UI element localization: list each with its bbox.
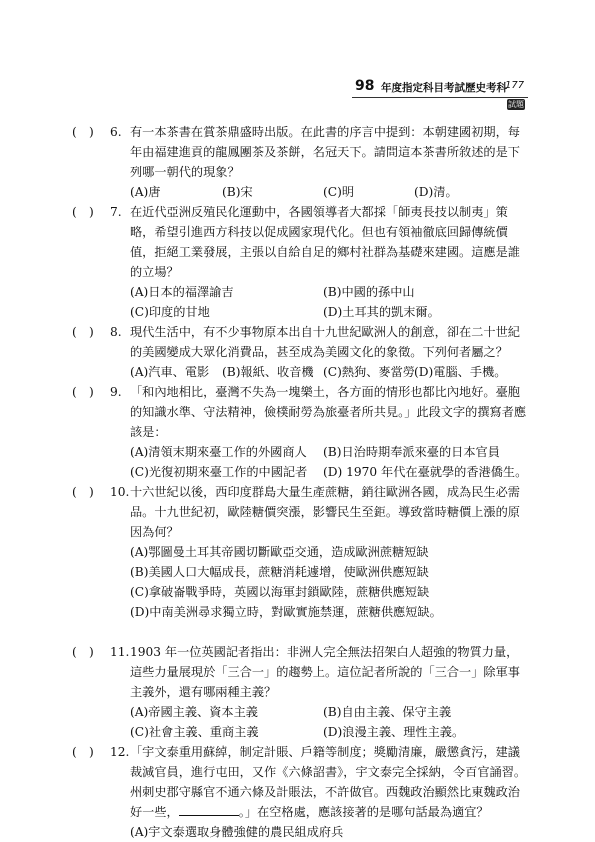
page-number: 177 [505,80,525,91]
option-d: (D)中南美洲尋求獨立時，對歐實施禁運，蔗糖供應短缺。 [130,605,442,619]
question-12 [72,742,528,842]
answer-paren: ( ) [72,485,94,499]
question-8 [72,322,528,382]
question-number: 12. [110,745,130,759]
answer-paren: ( ) [72,125,94,139]
question-11 [72,642,528,742]
question-9 [72,382,528,482]
option-b: (B)報紙、收音機 [222,365,314,379]
question-text-before: 「宇文泰重用蘇綽，制定計賬、戶籍等制度；獎勵清廉，嚴懲貪污，建議裁減官員，進行屯田，又作《六條詔書》，宇文泰完全採納，令百官誦習。州刺史郡守縣官不通六條及計賬法，不許做官。西魏政治顯然比東魏政治好一些， [130,745,527,819]
answer-paren: ( ) [72,325,94,339]
answer-paren: ( ) [72,205,94,219]
answer-paren: ( ) [72,385,94,399]
options [130,182,528,202]
option-d: (D)電腦、手機。 [414,365,507,379]
option-b: (B)自由主義、保守主義 [323,705,452,719]
question-number: 8. [110,325,122,339]
option-c: (C)明 [323,185,355,199]
option-a: (A)宇文泰選取身體強健的農民組成府兵 [130,825,344,839]
option-b: (B)美國人口大幅成長，蔗糖消耗遽增，使歐洲供應短缺 [130,565,429,579]
question-number: 9. [110,385,122,399]
option-c: (C)光復初期來臺工作的中國記者 [130,465,308,479]
question-text: 有一本茶書在賞茶鼎盛時出版。在此書的序言中提到：本朝建國初期，每年由福建進貢的龍鳳團茶及茶餅，名冠天下。請問這本茶書所敘述的是下列哪一朝代的現象？ [130,125,520,179]
option-b: (B)宋 [222,185,253,199]
question-text [130,742,528,822]
option-c: (C)熱狗、麥當勞 [323,365,415,379]
option-d: (D)清。 [414,185,458,199]
option-a: (A)帝國主義、資本主義 [130,705,258,719]
question-number: 7. [110,205,122,219]
fill-in-blank [179,803,239,816]
question-number: 10. [110,485,130,499]
option-a: (A)日本的福澤諭吉 [130,285,234,299]
question-text: 「和內地相比，臺灣不失為一塊樂土，各方面的情形也都比內地好。臺胞的知識水準、守法精神，儉樸耐勞為旅臺者所共見。」此段文字的撰寫者應該是： [130,385,527,439]
exam-title: 年度指定科目考試歷史考科 [381,82,507,94]
question-text: 現代生活中，有不少事物原本出自十九世紀歐洲人的創意，卻在二十世紀的美國變成大眾化消費品，甚至成為美國文化的象徵。下列何者屬之？ [130,325,520,359]
question-text: 在近代亞洲反殖民化運動中，各國領導者大都採「師夷長技以制夷」策略，希望引進西方科技以促成國家現代化。但也有領袖徹底回歸傳統價值，拒絕工業發展，主張以自給自足的鄉村社群為基礎來建國。這應是誰的立場？ [130,205,520,279]
options [130,702,528,742]
answer-paren: ( ) [72,645,94,659]
answer-paren: ( ) [72,745,94,759]
option-d: (D) 1970 年代在臺就學的香港僑生。 [323,465,528,479]
option-a: (A)清領末期來臺工作的外國商人 [130,445,307,459]
question-number: 11. [110,645,130,659]
header-rule [352,97,528,98]
question-7 [72,202,528,322]
options [130,442,528,482]
options [130,282,528,322]
options [130,362,528,382]
section-badge: 試題 [508,100,524,109]
question-10 [72,482,528,622]
option-a: (A)汽車、電影 [130,365,210,379]
option-b: (B)中國的孫中山 [323,285,415,299]
options [130,822,528,842]
option-c: (C)印度的甘地 [130,305,210,319]
option-d: (D)土耳其的凱末爾。 [323,305,440,319]
page-header [355,78,525,102]
option-b: (B)日治時期奉派來臺的日本官員 [323,445,500,459]
option-c: (C)社會主義、重商主義 [130,725,259,739]
question-text: 十六世紀以後，西印度群島大量生產蔗糖，銷往歐洲各國，成為民生必需品。十九世紀初，歐陸糖價突漲，影響民生至鉅。導致當時糖價上漲的原因為何？ [130,485,520,539]
exam-number: 98 [355,78,375,94]
option-a: (A)唐 [130,185,161,199]
option-a: (A)鄂圖曼土耳其帝國切斷歐亞交通，造成歐洲蔗糖短缺 [130,545,429,559]
question-text: 1903 年一位英國記者指出：非洲人完全無法招架白人超強的物質力量，這些力量展現於「三合一」的趨勢上。這位記者所說的「三合一」除軍事主義外，還有哪兩種主義？ [130,645,520,699]
question-number: 6. [110,125,122,139]
question-text-after: 。」在空格處，應該接著的是哪句話最為適宜？ [238,805,489,819]
question-6 [72,122,528,202]
options [130,542,528,622]
option-d: (D)浪漫主義、理性主義。 [323,725,465,739]
option-c: (C)拿破崙戰爭時，英國以海軍封鎖歐陸，蔗糖供應短缺 [130,585,430,599]
